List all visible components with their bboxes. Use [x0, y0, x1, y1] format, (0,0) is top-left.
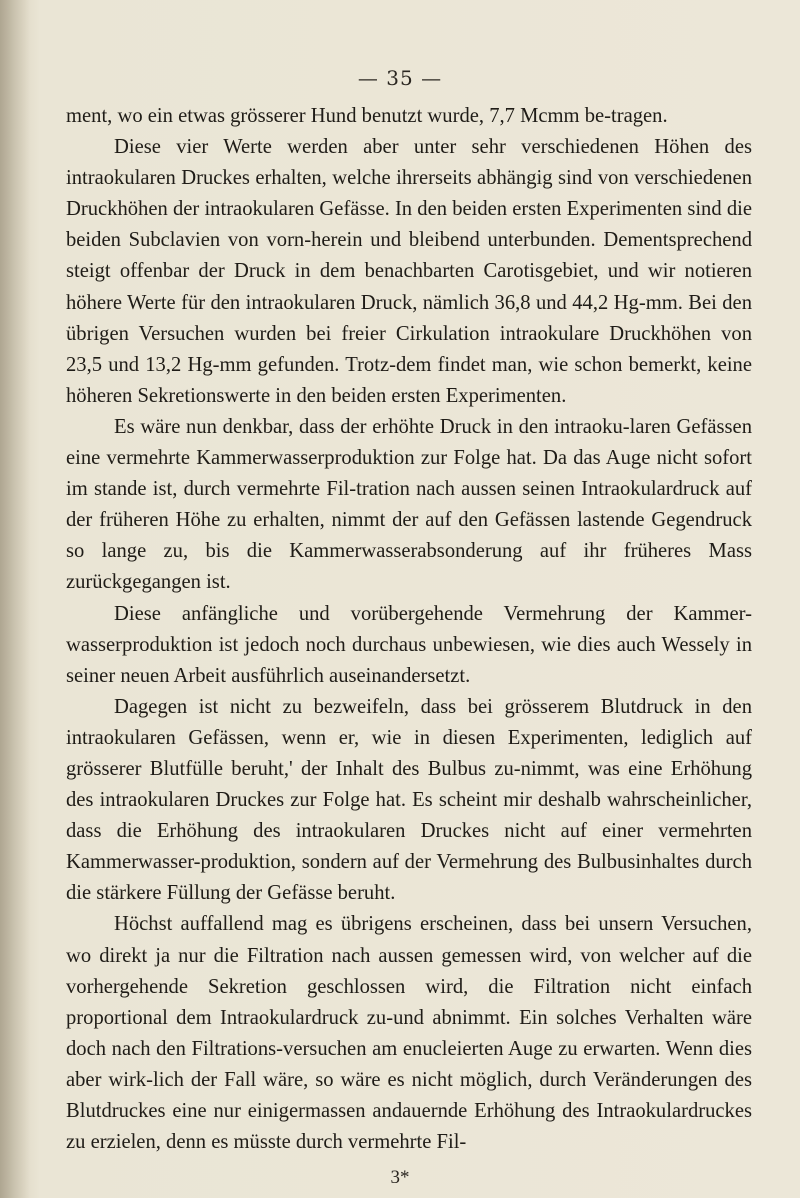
- paragraph-1: ment, wo ein etwas grösserer Hund benutzt wurde, 7,7 Mcmm be-tragen.: [66, 105, 668, 127]
- paragraph-5: Dagegen ist nicht zu bezweifeln, dass bei grösserem Blutdruck in den intraokularen Gefässen, wenn er, wie in diesen Experimenten, lediglich auf grösserer Blutfülle beruht,' der Inhalt des Bulbus zu-nimmt, was eine Erhöhung des intraokularen Druckes zur Folge hat. Es scheint mir deshalb wahrscheinlicher, dass die Erhöhung des intraokularen Druckes nicht auf einer vermehrten Kammerwasser-produktion, sondern auf der Vermehrung des Bulbusinhaltes durch die stärkere Füllung der Gefässe beruht.: [66, 695, 752, 905]
- paragraph-4: Diese anfängliche und vorübergehende Vermehrung der Kammer-wasserproduktion ist jedoch noch durchaus unbewiesen, wie dies auch Wessely in seiner neuen Arbeit ausführlich auseinandersetzt.: [66, 602, 752, 687]
- body-text: [66, 101, 752, 1158]
- binding-shadow: [0, 0, 30, 1198]
- page-number: — 35 —: [357, 66, 443, 90]
- signature-mark: 3*: [390, 1167, 410, 1188]
- paragraph-2: Diese vier Werte werden aber unter sehr verschiedenen Höhen des intraokularen Druckes erhalten, welche ihrerseits abhängig sind von verschiedenen Druckhöhen der intraokularen Gefässe. In den beiden ersten Experimenten sind die beiden Subclavien von vorn-herein und bleibend unterbunden. Dementsprechend steigt offenbar der Druck in dem benachbarten Carotisgebiet, und wir notieren höhere Werte für den intraokularen Druck, nämlich 36,8 und 44,2 Hg-mm. Bei den übrigen Versuchen wurden bei freier Cirkulation intraokulare Druckhöhen von 23,5 und 13,2 Hg-mm gefunden. Trotz-dem findet man, wie schon bemerkt, keine höheren Sekretionswerte in den beiden ersten Experimenten.: [66, 136, 752, 407]
- paragraph-3: Es wäre nun denkbar, dass der erhöhte Druck in den intraoku-laren Gefässen eine vermehrte Kammerwasserproduktion zur Folge hat. Da das Auge nicht sofort im stande ist, durch vermehrte Fil-tration nach aussen seinen Intraokulardruck auf der früheren Höhe zu erhalten, nimmt der auf den Gefässen lastende Gegendruck so lange zu, bis die Kammerwasserabsonderung auf ihr früheres Mass zurückgegangen ist.: [66, 415, 752, 594]
- paragraph-6: Höchst auffallend mag es übrigens erscheinen, dass bei unsern Versuchen, wo direkt ja nur die Filtration nach aussen gemessen wird, von welcher auf die vorhergehende Sekretion geschlossen wird, die Filtration nicht einfach proportional dem Intraokulardruck zu-und abnimmt. Ein solches Verhalten wäre doch nach den Filtrations-versuchen am enucleierten Auge zu erwarten. Wenn dies aber wirk-lich der Fall wäre, so wäre es nicht möglich, durch Veränderungen des Blutdruckes eine nur einigermassen andauernde Erhöhung des Intraokulardruckes zu erzielen, denn es müsste durch vermehrte Fil-: [66, 913, 752, 1154]
